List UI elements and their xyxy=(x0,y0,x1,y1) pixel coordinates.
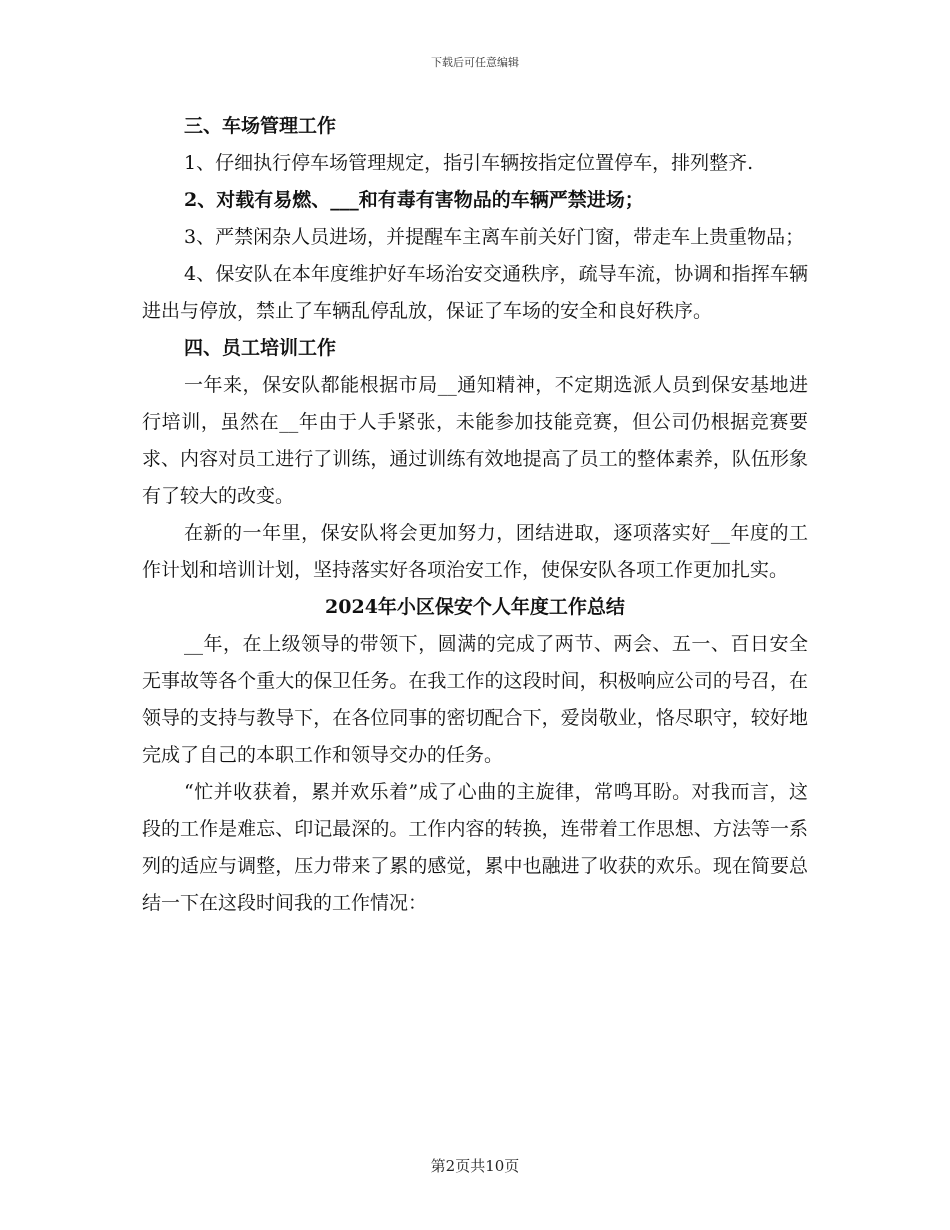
section-heading-parking: 三、车场管理工作 xyxy=(184,115,337,137)
paragraph-summary-2: “忙并收获着，累并欢乐着”成了心曲的主旋律，常鸣耳盼。对我而言，这段的工作是难忘、印记最深的。工作内容的转换，连带着工作思想、方法等一系列的适应与调整，压力带来了累的感觉，累中也融进了收获的欢乐。现在简要总结一下在这段时间我的工作情况： xyxy=(142,781,808,914)
paragraph-parking-3: 3、严禁闲杂人员进场，并提醒车主离车前关好门窗，带走车上贵重物品； xyxy=(184,226,805,248)
paragraph-training-1: 一年来，保安队都能根据市局__通知精神，不定期选派人员到保安基地进行培训，虽然在__年由于人手紧张，未能参加技能竞赛，但公司仍根据竞赛要求、内容对员工进行了训练，通过训练有效地提高了员工的整体素养，队伍形象有了较大的改变。 xyxy=(142,374,808,507)
document-body xyxy=(142,108,808,922)
paragraph-training-2: 在新的一年里，保安队将会更加努力，团结进取，逐项落实好__年度的工作计划和培训计划，坚持落实好各项治安工作，使保安队各项工作更加扎实。 xyxy=(142,522,808,581)
section-heading-training: 四、员工培训工作 xyxy=(184,337,337,359)
page-number-footer: 第2页共10页 xyxy=(430,1157,520,1175)
paragraph-parking-1: 1、仔细执行停车场管理规定，指引车辆按指定位置停车，排列整齐. xyxy=(184,152,754,174)
paragraph-parking-2: 2、对载有易燃、___和有毒有害物品的车辆严禁进场； xyxy=(184,189,644,211)
document-title: 2024年小区保安个人年度工作总结 xyxy=(325,596,625,618)
header-note: 下载后可任意编辑 xyxy=(431,56,519,69)
paragraph-parking-4: 4、保安队在本年度维护好车场治安交通秩序，疏导车流，协调和指挥车辆进出与停放，禁止了车辆乱停乱放，保证了车场的安全和良好秩序。 xyxy=(142,263,808,322)
paragraph-summary-1: __年，在上级领导的带领下，圆满的完成了两节、两会、五一、百日安全无事故等各个重大的保卫任务。在我工作的这段时间，积极响应公司的号召，在领导的支持与教导下，在各位同事的密切配合下，爱岗敬业，恪尽职守，较好地完成了自己的本职工作和领导交办的任务。 xyxy=(142,633,808,766)
